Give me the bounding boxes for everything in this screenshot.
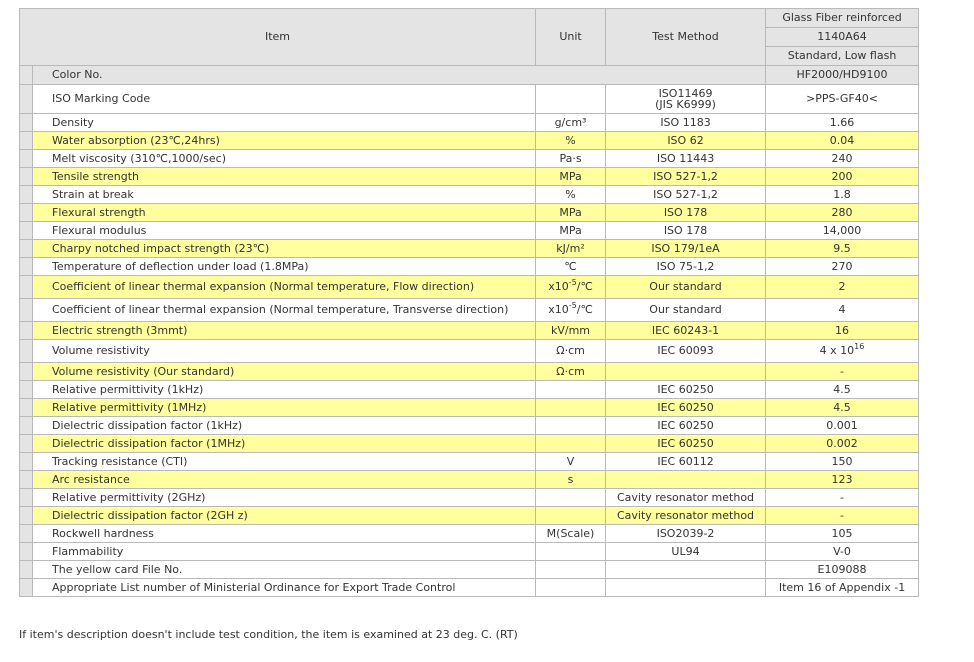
property-value: 280: [766, 204, 919, 222]
property-value: 4.5: [766, 381, 919, 399]
property-name: Dielectric dissipation factor (1kHz): [33, 417, 536, 435]
test-method-line: (JIS K6999): [655, 97, 716, 111]
table-row: [20, 150, 919, 168]
property-unit: [536, 381, 606, 399]
property-name: Dielectric dissipation factor (1MHz): [33, 435, 536, 453]
grade-header: 1140A64: [766, 28, 919, 47]
test-method: ISO 62: [606, 132, 766, 150]
property-value: 270: [766, 258, 919, 276]
property-unit: [536, 85, 606, 114]
table-row: [20, 381, 919, 399]
property-name: Charpy notched impact strength (23℃): [33, 240, 536, 258]
property-unit: [536, 417, 606, 435]
row-gutter: [20, 150, 33, 168]
table-row: [20, 471, 919, 489]
property-value: 123: [766, 471, 919, 489]
row-gutter: [20, 435, 33, 453]
property-unit: MPa: [536, 168, 606, 186]
test-method: ISO 527-1,2: [606, 168, 766, 186]
property-value: -: [766, 489, 919, 507]
property-name: Flexural strength: [33, 204, 536, 222]
test-method: ISO 75-1,2: [606, 258, 766, 276]
property-name: Melt viscosity (310℃,1000/sec): [33, 150, 536, 168]
row-gutter: [20, 363, 33, 381]
row-gutter: [20, 186, 33, 204]
property-value: 150: [766, 453, 919, 471]
property-name: Dielectric dissipation factor (2GH z): [33, 507, 536, 525]
property-unit: ℃: [536, 258, 606, 276]
property-unit: [536, 276, 606, 299]
property-value: [766, 340, 919, 363]
property-unit: [536, 507, 606, 525]
table-row: [20, 525, 919, 543]
unit-exponent: -5: [568, 278, 577, 287]
row-gutter: [20, 85, 33, 114]
property-name: Strain at break: [33, 186, 536, 204]
property-value: 4.5: [766, 399, 919, 417]
table-row: [20, 453, 919, 471]
test-method: IEC 60250: [606, 381, 766, 399]
property-value: 16: [766, 322, 919, 340]
property-unit: [536, 579, 606, 597]
row-gutter: [20, 417, 33, 435]
property-value: 0.001: [766, 417, 919, 435]
test-method: IEC 60243-1: [606, 322, 766, 340]
color-value: HF2000/HD9100: [766, 66, 919, 85]
test-method: Cavity resonator method: [606, 489, 766, 507]
test-method: IEC 60112: [606, 453, 766, 471]
property-unit: Ω·cm: [536, 340, 606, 363]
test-method: [606, 471, 766, 489]
test-method: [606, 363, 766, 381]
property-value: 240: [766, 150, 919, 168]
test-method: IEC 60250: [606, 399, 766, 417]
unit-base: x10: [548, 280, 569, 293]
test-method-lines: [655, 88, 716, 110]
row-gutter: [20, 299, 33, 322]
property-name: Rockwell hardness: [33, 525, 536, 543]
property-name: Water absorption (23℃,24hrs): [33, 132, 536, 150]
table-row: [20, 240, 919, 258]
row-gutter: [20, 240, 33, 258]
property-unit: MPa: [536, 222, 606, 240]
test-method: Our standard: [606, 276, 766, 299]
property-value: -: [766, 507, 919, 525]
test-method-header: Test Method: [606, 9, 766, 66]
color-label: Color No.: [33, 66, 766, 85]
property-value: E109088: [766, 561, 919, 579]
row-gutter: [20, 381, 33, 399]
test-method: ISO2039-2: [606, 525, 766, 543]
unit-exponent: -5: [568, 301, 577, 310]
property-name: Volume resistivity: [33, 340, 536, 363]
property-name: Flexural modulus: [33, 222, 536, 240]
property-value: 14,000: [766, 222, 919, 240]
row-gutter: [20, 168, 33, 186]
property-value: 9.5: [766, 240, 919, 258]
property-unit: [536, 435, 606, 453]
row-gutter: [20, 204, 33, 222]
property-unit: %: [536, 132, 606, 150]
table-row: [20, 186, 919, 204]
property-name: Density: [33, 114, 536, 132]
item-header: Item: [20, 9, 536, 66]
row-gutter: [20, 114, 33, 132]
unit-suffix: /℃: [576, 280, 593, 293]
table-row: [20, 507, 919, 525]
property-name: Tracking resistance (CTI): [33, 453, 536, 471]
table-row: [20, 222, 919, 240]
row-gutter: [20, 543, 33, 561]
table-row: [20, 168, 919, 186]
table-row: [20, 579, 919, 597]
property-name: Coefficient of linear thermal expansion (Normal temperature, Flow direction): [33, 276, 536, 299]
table-row: [20, 299, 919, 322]
test-method: ISO 1183: [606, 114, 766, 132]
test-method: IEC 60250: [606, 417, 766, 435]
test-method: ISO 178: [606, 204, 766, 222]
table-row: [20, 399, 919, 417]
property-unit: V: [536, 453, 606, 471]
unit-base: x10: [548, 303, 569, 316]
property-value: -: [766, 363, 919, 381]
property-unit: g/cm³: [536, 114, 606, 132]
test-method: ISO 527-1,2: [606, 186, 766, 204]
property-unit: Ω·cm: [536, 363, 606, 381]
property-value: V-0: [766, 543, 919, 561]
row-gutter: [20, 222, 33, 240]
table-row: [20, 276, 919, 299]
table-row: [20, 435, 919, 453]
property-name: Relative permittivity (1MHz): [33, 399, 536, 417]
test-method-line: ISO11469: [658, 86, 713, 100]
table-row: [20, 204, 919, 222]
row-gutter: [20, 561, 33, 579]
property-unit: MPa: [536, 204, 606, 222]
property-unit: [536, 543, 606, 561]
unit-suffix: /℃: [576, 303, 593, 316]
property-value: 0.002: [766, 435, 919, 453]
row-gutter: [20, 507, 33, 525]
property-value: 0.04: [766, 132, 919, 150]
property-value: 2: [766, 276, 919, 299]
property-value: 4: [766, 299, 919, 322]
table-row: [20, 417, 919, 435]
property-unit: [536, 561, 606, 579]
property-name: Appropriate List number of Ministerial Ordinance for Export Trade Control: [33, 579, 536, 597]
row-gutter: [20, 579, 33, 597]
material-type-header: Glass Fiber reinforced: [766, 9, 919, 28]
test-method: Cavity resonator method: [606, 507, 766, 525]
row-gutter: [20, 340, 33, 363]
table-row: [20, 85, 919, 114]
row-gutter: [20, 258, 33, 276]
test-method: ISO 178: [606, 222, 766, 240]
property-name: ISO Marking Code: [33, 85, 536, 114]
table-row: [20, 561, 919, 579]
test-method: [606, 561, 766, 579]
row-gutter: [20, 525, 33, 543]
property-value: 1.66: [766, 114, 919, 132]
property-name: Temperature of deflection under load (1.8MPa): [33, 258, 536, 276]
test-method: [606, 85, 766, 114]
table-row: [20, 340, 919, 363]
footnote: If item's description doesn't include test condition, the item is examined at 23 deg. C. (RT): [19, 628, 518, 641]
property-name: Arc resistance: [33, 471, 536, 489]
test-method: ISO 179/1eA: [606, 240, 766, 258]
row-gutter: [20, 132, 33, 150]
table-row: [20, 543, 919, 561]
property-unit: Pa·s: [536, 150, 606, 168]
property-unit: %: [536, 186, 606, 204]
property-unit: [536, 399, 606, 417]
test-method: ISO 11443: [606, 150, 766, 168]
property-name: Volume resistivity (Our standard): [33, 363, 536, 381]
property-unit: [536, 489, 606, 507]
property-value: >PPS-GF40<: [766, 85, 919, 114]
header-row: [20, 9, 919, 28]
variant-header: Standard, Low flash: [766, 47, 919, 66]
property-unit: M(Scale): [536, 525, 606, 543]
test-method: IEC 60250: [606, 435, 766, 453]
property-unit: s: [536, 471, 606, 489]
row-gutter: [20, 489, 33, 507]
property-unit: kV/mm: [536, 322, 606, 340]
table-row: [20, 489, 919, 507]
row-gutter: [20, 453, 33, 471]
row-gutter: [20, 471, 33, 489]
test-method: UL94: [606, 543, 766, 561]
table-row: [20, 132, 919, 150]
property-name: Relative permittivity (1kHz): [33, 381, 536, 399]
property-name: Relative permittivity (2GHz): [33, 489, 536, 507]
unit-header: Unit: [536, 9, 606, 66]
test-method: [606, 579, 766, 597]
row-gutter: [20, 276, 33, 299]
value-exponent: 16: [854, 342, 865, 351]
table-row: [20, 363, 919, 381]
property-name: The yellow card File No.: [33, 561, 536, 579]
row-gutter: [20, 322, 33, 340]
color-row: [20, 66, 919, 85]
property-value: 105: [766, 525, 919, 543]
test-method: Our standard: [606, 299, 766, 322]
property-value: 200: [766, 168, 919, 186]
property-unit: [536, 299, 606, 322]
property-value: Item 16 of Appendix -1: [766, 579, 919, 597]
table-row: [20, 322, 919, 340]
property-name: Coefficient of linear thermal expansion (Normal temperature, Transverse direction): [33, 299, 536, 322]
spec-table: [19, 8, 919, 597]
row-gutter: [20, 399, 33, 417]
row-gutter: [20, 66, 33, 85]
property-unit: kJ/m²: [536, 240, 606, 258]
value-base: 4 x 10: [819, 344, 855, 357]
table-row: [20, 114, 919, 132]
table-row: [20, 258, 919, 276]
property-name: Flammability: [33, 543, 536, 561]
property-name: Electric strength (3mmt): [33, 322, 536, 340]
test-method: IEC 60093: [606, 340, 766, 363]
property-name: Tensile strength: [33, 168, 536, 186]
property-value: 1.8: [766, 186, 919, 204]
